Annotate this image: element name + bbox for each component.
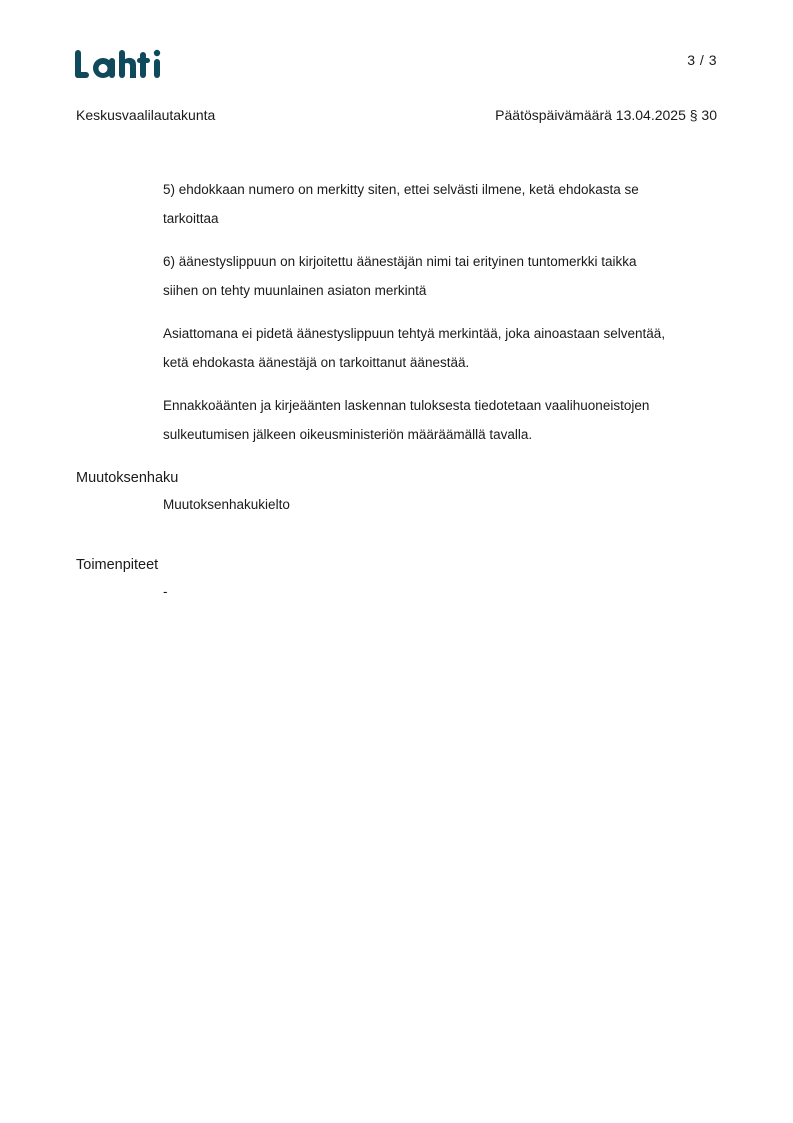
appeal-text: Muutoksenhakukielto <box>163 497 290 512</box>
paragraph-line: tarkoittaa <box>163 211 219 226</box>
paragraph-line: 5) ehdokkaan numero on merkitty siten, ettei selvästi ilmene, ketä ehdokasta se <box>163 182 639 197</box>
organization-name: Keskusvaalilautakunta <box>76 107 216 123</box>
page-number: 3 / 3 <box>687 52 717 68</box>
paragraph <box>163 391 723 449</box>
paragraph <box>163 319 723 377</box>
paragraph-line: sulkeutumisen jälkeen oikeusministeriön määräämällä tavalla. <box>163 427 533 442</box>
paragraph-line: 6) äänestyslippuun on kirjoitettu äänestäjän nimi tai erityinen tuntomerkki taikka <box>163 254 637 269</box>
actions-text: - <box>163 584 168 599</box>
document-header <box>76 107 717 123</box>
paragraph <box>163 175 723 233</box>
actions-heading: Toimenpiteet <box>76 557 159 573</box>
paragraph <box>163 247 723 305</box>
decision-date-section: Päätöspäivämäärä 13.04.2025 § 30 <box>495 107 717 123</box>
paragraph-line: Ennakkoäänten ja kirjeäänten laskennan tuloksesta tiedotetaan vaalihuoneistojen <box>163 398 650 413</box>
paragraph-line: ketä ehdokasta äänestäjä on tarkoittanut äänestää. <box>163 355 470 370</box>
paragraph-line: siihen on tehty muunlainen asiaton merkintä <box>163 283 427 298</box>
lahti-logo <box>75 48 167 82</box>
paragraph-line: Asiattomana ei pidetä äänestyslippuun tehtyä merkintää, joka ainoastaan selventää, <box>163 326 666 341</box>
appeal-heading: Muutoksenhaku <box>76 470 179 486</box>
